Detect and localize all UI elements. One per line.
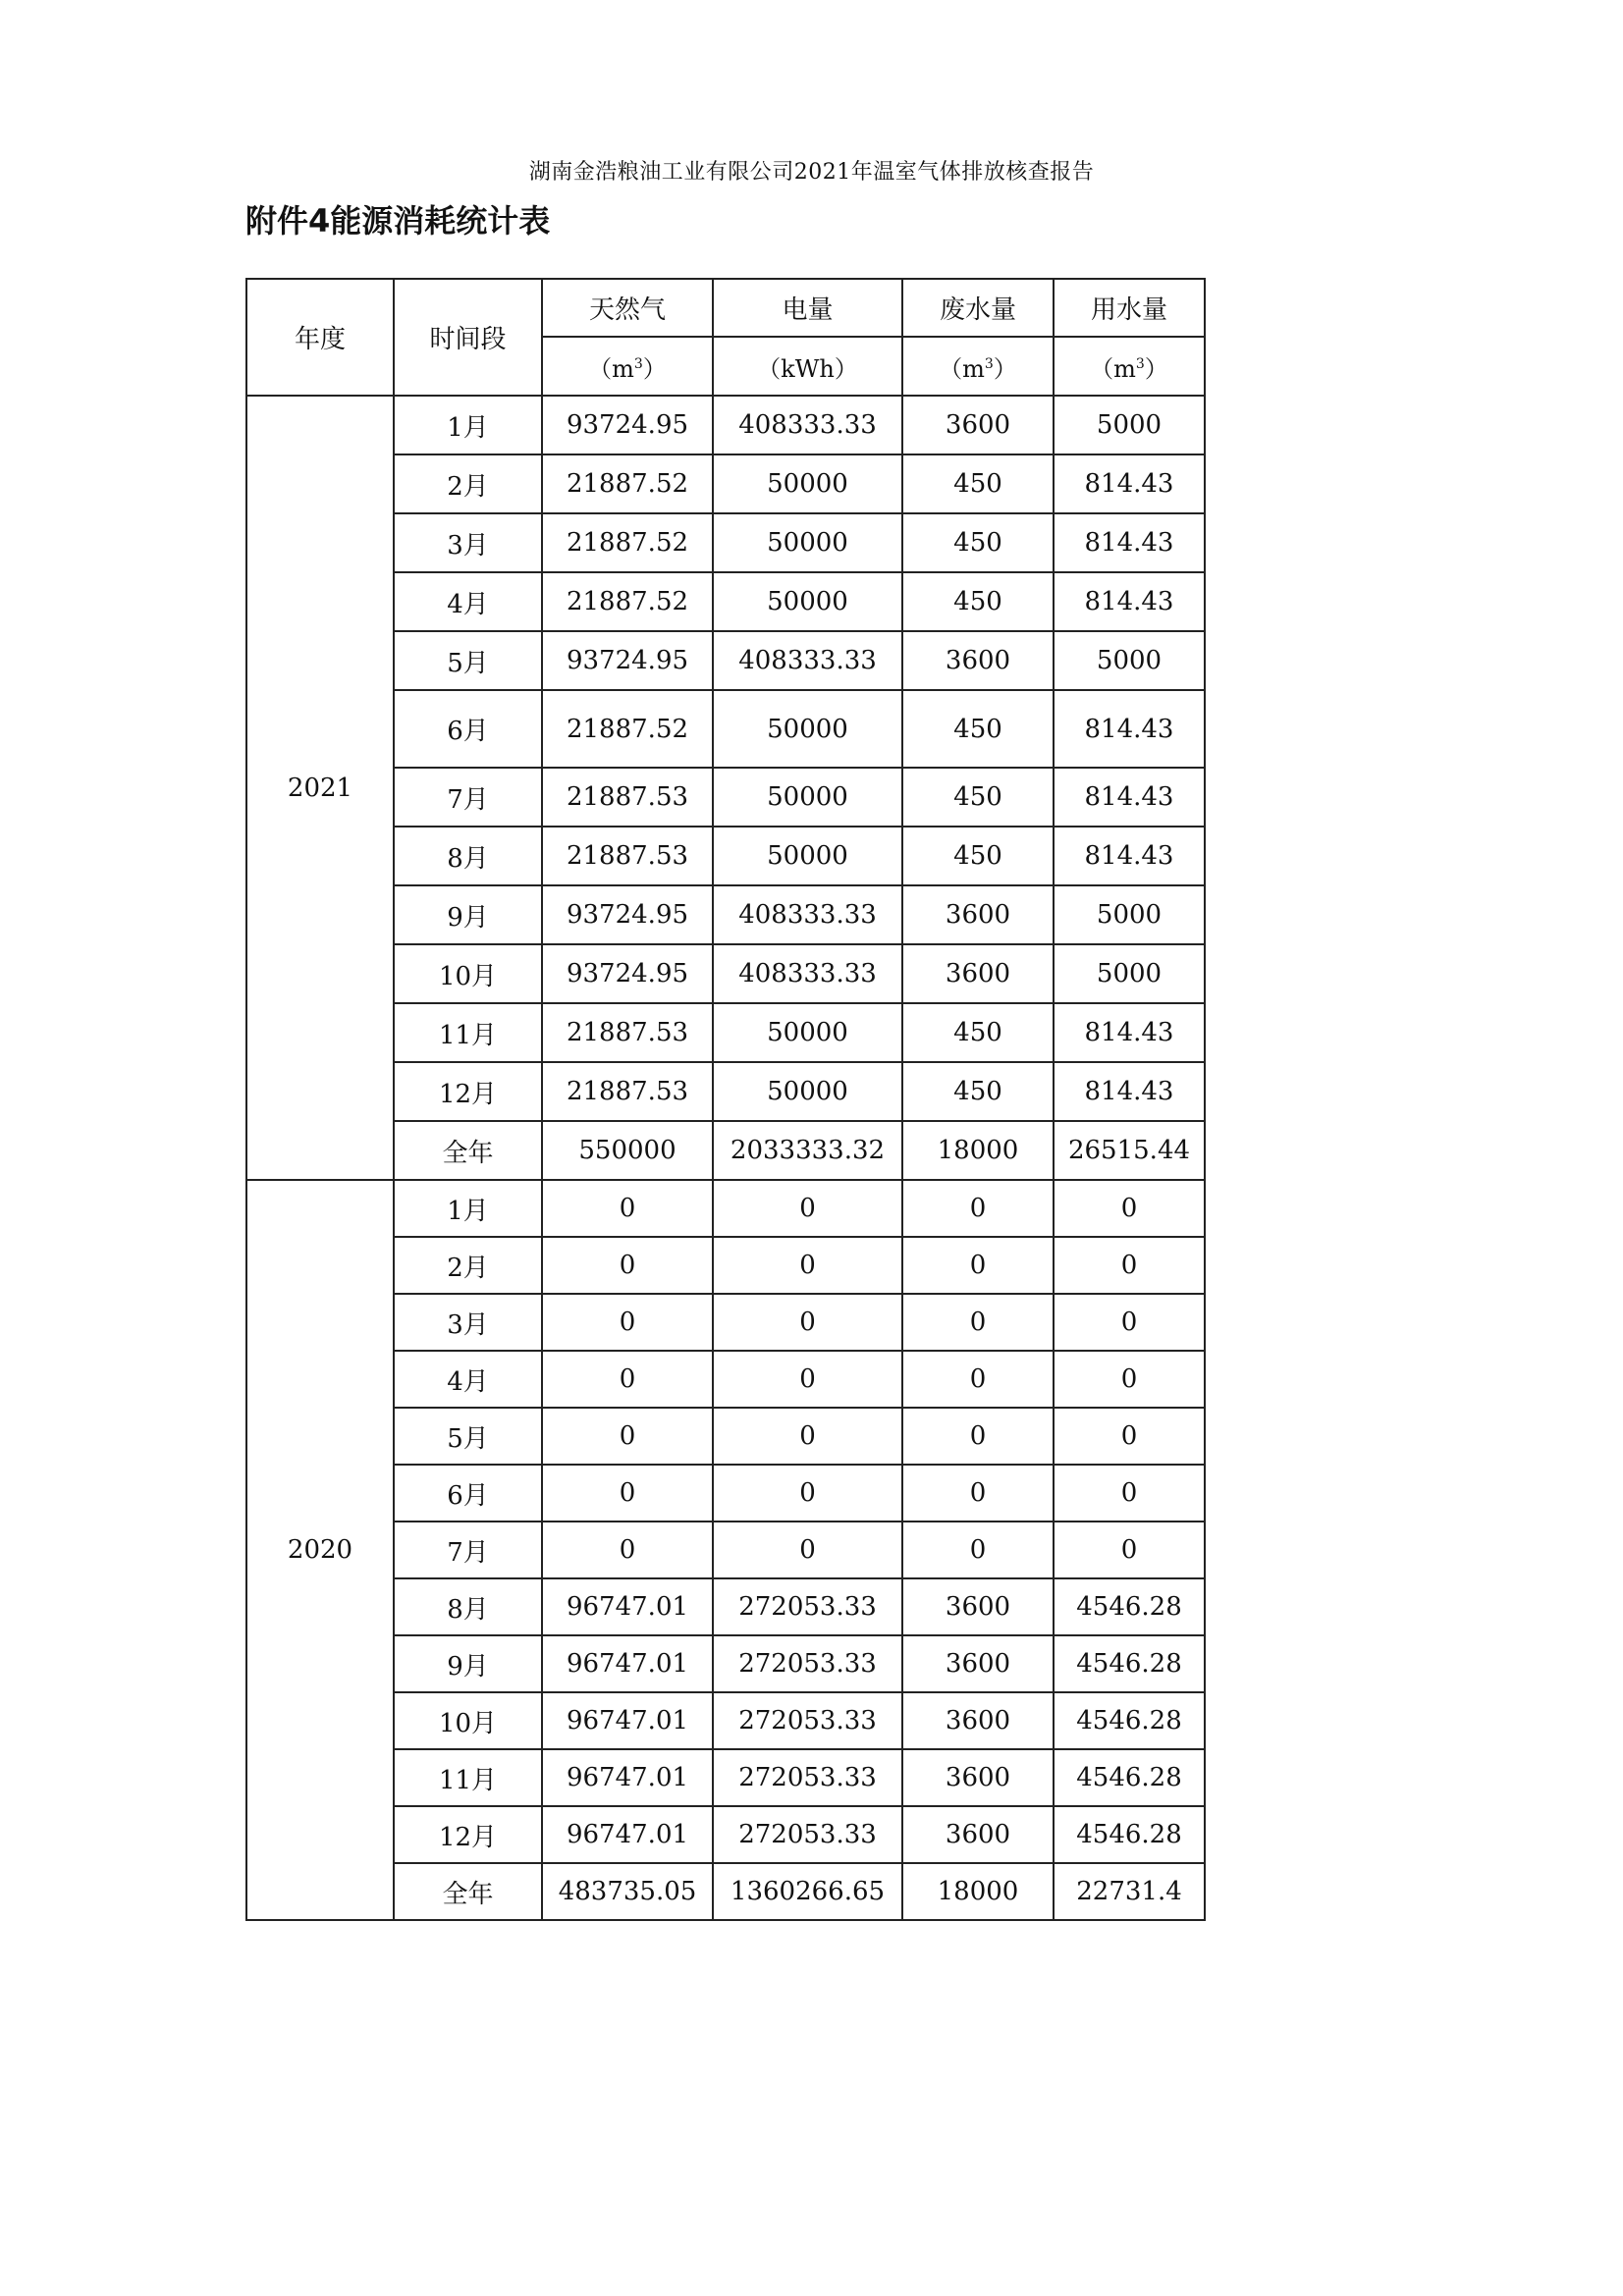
electricity-cell: 272053.33 bbox=[713, 1635, 902, 1692]
period-cell: 11月 bbox=[394, 1003, 542, 1062]
water-cell: 0 bbox=[1054, 1522, 1205, 1578]
wastewater-cell: 0 bbox=[902, 1351, 1054, 1408]
wastewater-cell: 3600 bbox=[902, 1692, 1054, 1749]
period-cell: 10月 bbox=[394, 944, 542, 1003]
electricity-cell: 0 bbox=[713, 1522, 902, 1578]
header-period: 时间段 bbox=[394, 279, 542, 396]
gas-cell: 0 bbox=[542, 1522, 713, 1578]
electricity-cell: 272053.33 bbox=[713, 1578, 902, 1635]
electricity-cell: 0 bbox=[713, 1180, 902, 1237]
gas-cell: 550000 bbox=[542, 1121, 713, 1180]
water-cell: 5000 bbox=[1054, 885, 1205, 944]
gas-cell: 0 bbox=[542, 1294, 713, 1351]
water-cell: 0 bbox=[1054, 1294, 1205, 1351]
electricity-cell: 50000 bbox=[713, 768, 902, 827]
wastewater-cell: 3600 bbox=[902, 944, 1054, 1003]
period-cell: 1月 bbox=[394, 1180, 542, 1237]
electricity-cell: 0 bbox=[713, 1237, 902, 1294]
period-cell: 2月 bbox=[394, 1237, 542, 1294]
electricity-cell: 2033333.32 bbox=[713, 1121, 902, 1180]
gas-cell: 96747.01 bbox=[542, 1692, 713, 1749]
gas-cell: 93724.95 bbox=[542, 944, 713, 1003]
period-cell: 8月 bbox=[394, 827, 542, 885]
gas-cell: 0 bbox=[542, 1180, 713, 1237]
header-year: 年度 bbox=[246, 279, 394, 396]
period-cell: 12月 bbox=[394, 1806, 542, 1863]
wastewater-cell: 450 bbox=[902, 1003, 1054, 1062]
wastewater-cell: 450 bbox=[902, 572, 1054, 631]
table-row bbox=[246, 1180, 1205, 1237]
gas-cell: 93724.95 bbox=[542, 396, 713, 454]
electricity-cell: 50000 bbox=[713, 513, 902, 572]
electricity-cell: 50000 bbox=[713, 1003, 902, 1062]
gas-cell: 21887.53 bbox=[542, 1062, 713, 1121]
unit-water: $(m^3)$ bbox=[1054, 337, 1205, 396]
period-cell: 8月 bbox=[394, 1578, 542, 1635]
water-cell: 0 bbox=[1054, 1351, 1205, 1408]
period-cell: 7月 bbox=[394, 768, 542, 827]
gas-cell: 96747.01 bbox=[542, 1806, 713, 1863]
wastewater-cell: 3600 bbox=[902, 1749, 1054, 1806]
wastewater-cell: 0 bbox=[902, 1465, 1054, 1522]
period-cell: 2月 bbox=[394, 454, 542, 513]
period-cell: 全年 bbox=[394, 1863, 542, 1920]
period-cell: 9月 bbox=[394, 885, 542, 944]
period-cell: 5月 bbox=[394, 631, 542, 690]
wastewater-cell: 3600 bbox=[902, 396, 1054, 454]
gas-cell: 93724.95 bbox=[542, 631, 713, 690]
header-water: 用水量 bbox=[1054, 279, 1205, 337]
unit-gas: $(m^3)$ bbox=[542, 337, 713, 396]
electricity-cell: 50000 bbox=[713, 1062, 902, 1121]
electricity-cell: 408333.33 bbox=[713, 396, 902, 454]
wastewater-cell: 450 bbox=[902, 768, 1054, 827]
water-cell: 814.43 bbox=[1054, 768, 1205, 827]
electricity-cell: 408333.33 bbox=[713, 885, 902, 944]
water-cell: 814.43 bbox=[1054, 513, 1205, 572]
wastewater-cell: 450 bbox=[902, 513, 1054, 572]
header-electricity: 电量 bbox=[713, 279, 902, 337]
energy-consumption-table bbox=[245, 278, 1206, 1921]
running-header: 湖南金浩粮油工业有限公司2021年温室气体排放核查报告 bbox=[528, 160, 1095, 185]
gas-cell: 96747.01 bbox=[542, 1749, 713, 1806]
period-cell: 6月 bbox=[394, 1465, 542, 1522]
electricity-cell: 272053.33 bbox=[713, 1749, 902, 1806]
period-cell: 9月 bbox=[394, 1635, 542, 1692]
water-cell: 814.43 bbox=[1054, 1003, 1205, 1062]
electricity-cell: 50000 bbox=[713, 454, 902, 513]
water-cell: 814.43 bbox=[1054, 572, 1205, 631]
wastewater-cell: 450 bbox=[902, 690, 1054, 768]
gas-cell: 21887.53 bbox=[542, 827, 713, 885]
gas-cell: 0 bbox=[542, 1351, 713, 1408]
period-cell: 4月 bbox=[394, 572, 542, 631]
water-cell: 22731.4 bbox=[1054, 1863, 1205, 1920]
wastewater-cell: 450 bbox=[902, 1062, 1054, 1121]
period-cell: 3月 bbox=[394, 513, 542, 572]
period-cell: 10月 bbox=[394, 1692, 542, 1749]
period-cell: 1月 bbox=[394, 396, 542, 454]
electricity-cell: 1360266.65 bbox=[713, 1863, 902, 1920]
gas-cell: 21887.53 bbox=[542, 1003, 713, 1062]
period-cell: 6月 bbox=[394, 690, 542, 768]
unit-electricity: （kWh） bbox=[713, 337, 902, 396]
electricity-cell: 50000 bbox=[713, 690, 902, 768]
electricity-cell: 0 bbox=[713, 1294, 902, 1351]
period-cell: 3月 bbox=[394, 1294, 542, 1351]
water-cell: 814.43 bbox=[1054, 690, 1205, 768]
document-title: 附件4能源消耗统计表 bbox=[245, 202, 551, 240]
period-cell: 5月 bbox=[394, 1408, 542, 1465]
water-cell: 814.43 bbox=[1054, 454, 1205, 513]
water-cell: 5000 bbox=[1054, 396, 1205, 454]
wastewater-cell: 3600 bbox=[902, 631, 1054, 690]
wastewater-cell: 18000 bbox=[902, 1863, 1054, 1920]
period-cell: 4月 bbox=[394, 1351, 542, 1408]
wastewater-cell: 450 bbox=[902, 454, 1054, 513]
wastewater-cell: 3600 bbox=[902, 1578, 1054, 1635]
period-cell: 12月 bbox=[394, 1062, 542, 1121]
gas-cell: 93724.95 bbox=[542, 885, 713, 944]
electricity-cell: 272053.33 bbox=[713, 1692, 902, 1749]
wastewater-cell: 450 bbox=[902, 827, 1054, 885]
wastewater-cell: 3600 bbox=[902, 885, 1054, 944]
gas-cell: 21887.52 bbox=[542, 513, 713, 572]
gas-cell: 21887.52 bbox=[542, 690, 713, 768]
year-cell: 2021 bbox=[246, 396, 394, 1180]
water-cell: 4546.28 bbox=[1054, 1806, 1205, 1863]
water-cell: 26515.44 bbox=[1054, 1121, 1205, 1180]
header-wastewater: 废水量 bbox=[902, 279, 1054, 337]
water-cell: 0 bbox=[1054, 1465, 1205, 1522]
water-cell: 0 bbox=[1054, 1408, 1205, 1465]
electricity-cell: 50000 bbox=[713, 572, 902, 631]
period-cell: 全年 bbox=[394, 1121, 542, 1180]
wastewater-cell: 0 bbox=[902, 1522, 1054, 1578]
table-row bbox=[246, 396, 1205, 454]
gas-cell: 0 bbox=[542, 1237, 713, 1294]
electricity-cell: 0 bbox=[713, 1408, 902, 1465]
water-cell: 4546.28 bbox=[1054, 1578, 1205, 1635]
water-cell: 814.43 bbox=[1054, 827, 1205, 885]
wastewater-cell: 18000 bbox=[902, 1121, 1054, 1180]
water-cell: 5000 bbox=[1054, 944, 1205, 1003]
electricity-cell: 272053.33 bbox=[713, 1806, 902, 1863]
header-row bbox=[246, 279, 1205, 337]
water-cell: 0 bbox=[1054, 1237, 1205, 1294]
electricity-cell: 408333.33 bbox=[713, 944, 902, 1003]
unit-wastewater: $(m^3)$ bbox=[902, 337, 1054, 396]
period-cell: 7月 bbox=[394, 1522, 542, 1578]
gas-cell: 21887.52 bbox=[542, 454, 713, 513]
wastewater-cell: 3600 bbox=[902, 1635, 1054, 1692]
water-cell: 4546.28 bbox=[1054, 1749, 1205, 1806]
wastewater-cell: 0 bbox=[902, 1180, 1054, 1237]
water-cell: 814.43 bbox=[1054, 1062, 1205, 1121]
gas-cell: 21887.52 bbox=[542, 572, 713, 631]
wastewater-cell: 0 bbox=[902, 1237, 1054, 1294]
gas-cell: 0 bbox=[542, 1465, 713, 1522]
header-gas: 天然气 bbox=[542, 279, 713, 337]
electricity-cell: 0 bbox=[713, 1465, 902, 1522]
gas-cell: 21887.53 bbox=[542, 768, 713, 827]
electricity-cell: 50000 bbox=[713, 827, 902, 885]
gas-cell: 0 bbox=[542, 1408, 713, 1465]
water-cell: 4546.28 bbox=[1054, 1635, 1205, 1692]
wastewater-cell: 3600 bbox=[902, 1806, 1054, 1863]
gas-cell: 96747.01 bbox=[542, 1578, 713, 1635]
water-cell: 0 bbox=[1054, 1180, 1205, 1237]
period-cell: 11月 bbox=[394, 1749, 542, 1806]
wastewater-cell: 0 bbox=[902, 1408, 1054, 1465]
year-cell: 2020 bbox=[246, 1180, 394, 1920]
electricity-cell: 408333.33 bbox=[713, 631, 902, 690]
water-cell: 5000 bbox=[1054, 631, 1205, 690]
gas-cell: 96747.01 bbox=[542, 1635, 713, 1692]
gas-cell: 483735.05 bbox=[542, 1863, 713, 1920]
water-cell: 4546.28 bbox=[1054, 1692, 1205, 1749]
electricity-cell: 0 bbox=[713, 1351, 902, 1408]
wastewater-cell: 0 bbox=[902, 1294, 1054, 1351]
